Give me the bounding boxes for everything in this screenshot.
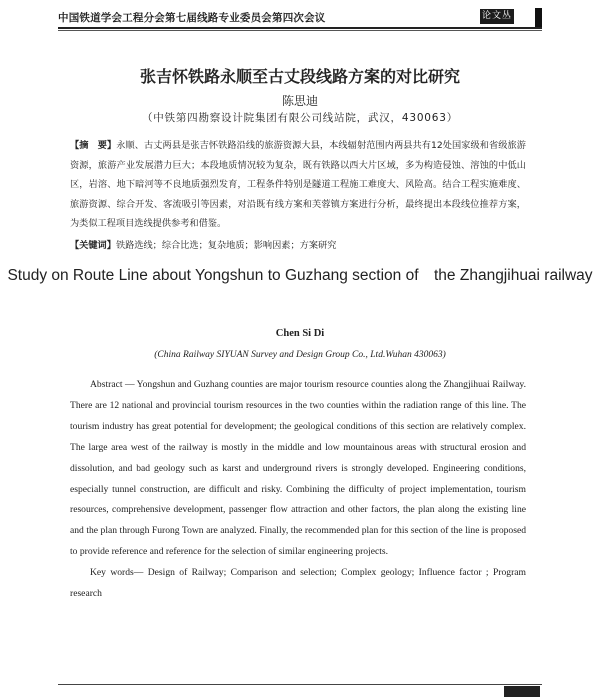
section-badge: 论文丛 <box>480 9 514 24</box>
chinese-abstract-label: 【摘 要】 <box>70 140 117 151</box>
chinese-keywords-label: 【关键词】 <box>70 240 116 251</box>
chinese-title: 张吉怀铁路永顺至古丈段线路方案的对比研究 <box>139 67 460 86</box>
english-abstract: Abstract — Yongshun and Guzhang counties are major tourism resource counties along the Zhangjihuai Railway. There are 12 national and provincial tourism resources in the two counties within the radiation range of this line. The tourism industry has great potential for development; the geological conditions of this section are relatively complex. The large area west of the railway is mostly in the middle and low mountainous areas with structural erosion and dissolution, and bad geology such as karst and underground rivers is strongly developed. Engineering conditions, especially tunnel construction, are difficult and risky. Combining the difficulty of project implementation, tourism resources, comprehensive development, passenger flow attraction and other factors, the plan along the existing line and the plan through Furong Town are analyzed. Finally, the recommended plan for this section of the line is proposed to provide reference and reference for the selection of similar engineering projects. <box>70 379 526 558</box>
chinese-keywords <box>70 236 526 256</box>
chinese-author: 陈思迪 <box>281 94 318 108</box>
header-bar-mark <box>535 8 542 28</box>
header-rule <box>58 27 542 29</box>
chinese-abstract <box>70 136 526 234</box>
footer-rule <box>58 684 542 685</box>
page-number-mark <box>504 686 540 697</box>
english-keywords: Key words— Design of Railway; Comparison and selection; Complex geology; Influence factor ; Program research <box>70 567 526 599</box>
chinese-keywords-text: 铁路选线；综合比选；复杂地质；影响因素；方案研究 <box>115 240 337 251</box>
english-author: Chen Si Di <box>275 328 325 339</box>
english-affiliation: (China Railway SIYUAN Survey and Design Group Co., Ltd.Wuhan 430063) <box>154 350 446 360</box>
chinese-affiliation: （中铁第四勘察设计院集团有限公司线站院，武汉，430063） <box>141 112 459 124</box>
journal-header: 中国铁道学会工程分会第七届线路专业委员会第四次会议 <box>58 12 326 24</box>
chinese-abstract-text: 永顺、古丈两县是张吉怀铁路沿线的旅游资源大县，本线辐射范围内两县共有12处国家级和省级旅游资源，旅游产业发展潜力巨大；本段地质情况较为复杂，既有铁路以西大片区域，多为构造侵蚀、溶蚀的中低山区，岩溶、地下暗河等不良地质强烈发育，工程条件特别是隧道工程施工难度大、风险高。结合工程实施难度、旅游资源、综合开发、客流吸引等因素，对沿既有线方案和芙蓉镇方案进行分析，最终提出本段线位推荐方案，为类似工程项目选线提供参考和借鉴。 <box>70 140 526 230</box>
english-title: Study on Route Line about Yongshun to Guzhang section of the Zhangjihuai railway <box>7 267 593 284</box>
header-rule-thin <box>58 30 542 31</box>
